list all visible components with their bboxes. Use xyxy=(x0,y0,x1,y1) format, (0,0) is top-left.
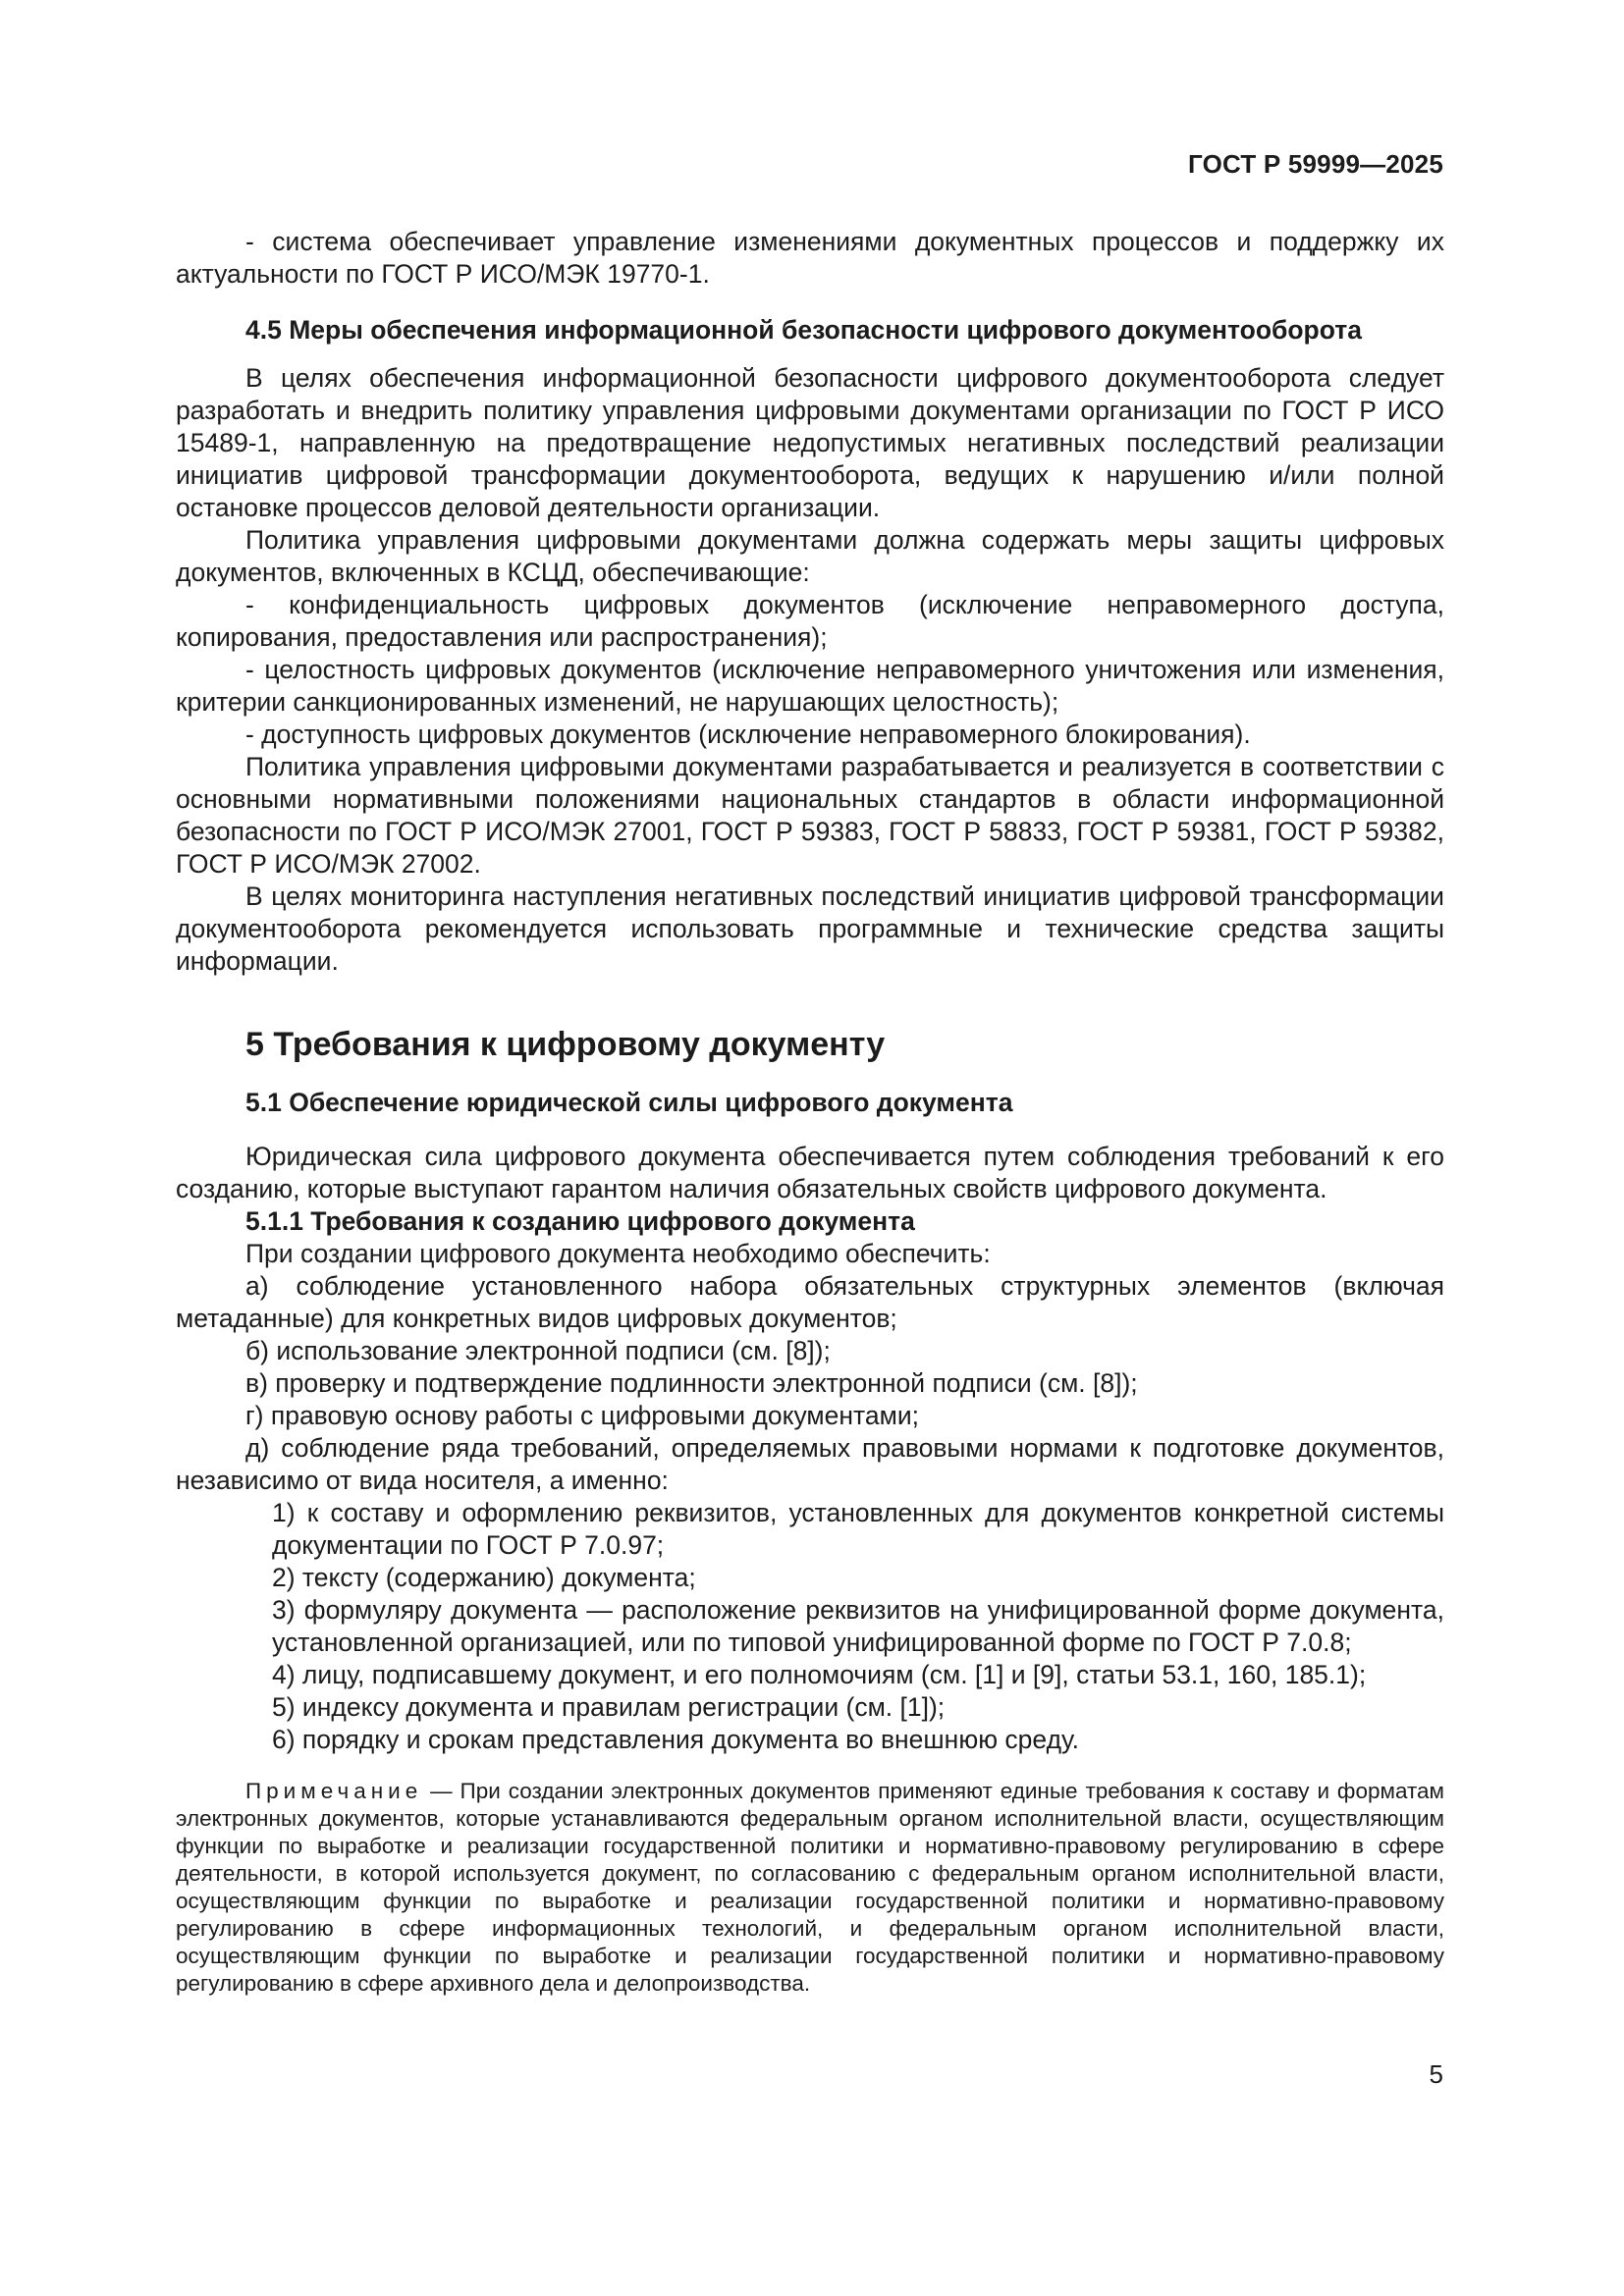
note-text: — При создании электронных документов применяют единые требования к составу и форматам электронных документов, которые устанавливаются федеральным органом исполнительной власти, осуществляющим функции по выработке и реализации государственной политики и нормативно-правовому регулированию в сфере деятельности, в которой используется документ, по согласованию с федеральным органом исполнительной власти, осуществляющим функции по выработке и реализации государственной политики и нормативно-правовому регулированию в сфере информационных технологий, и федеральным органом исполнительной власти, осуществляющим функции по выработке и реализации государственной политики и нормативно-правовому регулированию в сфере архивного дела и делопроизводства. xyxy=(176,1779,1444,1996)
list-item-a: а) соблюдение установленного набора обязательных структурных элементов (включая метаданные) для конкретных видов цифровых документов; xyxy=(176,1271,1444,1333)
section-4-5-paragraph-2: Политика управления цифровыми документами должна содержать меры защиты цифровых документов, включенных в КСЦД, обеспечивающие: xyxy=(176,525,1444,587)
list-item-availability: - доступность цифровых документов (исключение неправомерного блокирования). xyxy=(245,720,1251,749)
sublist-item-2: 2) тексту (содержанию) документа; xyxy=(272,1563,696,1592)
section-5-1-1-heading: 5.1.1 Требования к созданию цифрового документа xyxy=(245,1206,915,1236)
list-item-b: б) использование электронной подписи (см. [8]); xyxy=(245,1336,831,1365)
section-5-heading: 5 Требования к цифровому документу xyxy=(245,1026,886,1063)
sublist-item-1: 1) к составу и оформлению реквизитов, установленных для документов конкретной системы документации по ГОСТ Р 7.0.97; xyxy=(272,1498,1444,1560)
intro-paragraph: - система обеспечивает управление изменениями документных процессов и поддержку их актуальности по ГОСТ Р ИСО/МЭК 19770-1. xyxy=(176,227,1444,289)
sublist-item-6: 6) порядку и срокам представления документа во внешнюю среду. xyxy=(272,1725,1079,1754)
list-item-integrity: - целостность цифровых документов (исключение неправомерного уничтожения или изменения, критерии санкционированных изменений, не нарушающих целостность); xyxy=(176,655,1444,717)
list-item-v: в) проверку и подтверждение подлинности электронной подписи (см. [8]); xyxy=(245,1368,1138,1398)
sublist-item-3: 3) формуляру документа — расположение реквизитов на унифицированной форме документа, установленной организацией, или по типовой унифицированной форме по ГОСТ Р 7.0.8; xyxy=(272,1595,1444,1657)
sublist-item-5: 5) индексу документа и правилам регистрации (см. [1]); xyxy=(272,1692,946,1722)
list-item-d: д) соблюдение ряда требований, определяемых правовыми нормами к подготовке документов, независимо от вида носителя, а именно: xyxy=(176,1433,1444,1495)
note-paragraph xyxy=(176,1778,1444,1998)
document-header-id: ГОСТ Р 59999—2025 xyxy=(1188,149,1443,179)
section-4-5-paragraph-1: В целях обеспечения информационной безопасности цифрового документооборота следует разработать и внедрить политику управления цифровыми документами организации по ГОСТ Р ИСО 15489-1, направленную на предотвращение недопустимых негативных последствий реализации инициатив цифровой трансформации документооборота, ведущих к нарушению и/или полной остановке процессов деловой деятельности организации. xyxy=(176,363,1444,522)
list-item-g: г) правовую основу работы с цифровыми документами; xyxy=(245,1401,919,1430)
section-4-5-paragraph-4: В целях мониторинга наступления негативных последствий инициатив цифровой трансформации документооборота рекомендуется использовать программные и технические средства защиты информации. xyxy=(176,881,1444,976)
section-4-5-heading: 4.5 Меры обеспечения информационной безопасности цифрового документооборота xyxy=(245,315,1362,345)
sublist-item-4: 4) лицу, подписавшему документ, и его полномочиям (см. [1] и [9], статьи 53.1, 160, 185.1); xyxy=(272,1660,1367,1689)
section-4-5-paragraph-3: Политика управления цифровыми документами разрабатывается и реализуется в соответствии с основными нормативными положениями национальных стандартов в области информационной безопасности по ГОСТ Р ИСО/МЭК 27001, ГОСТ Р 59383, ГОСТ Р 58833, ГОСТ Р 59381, ГОСТ Р 59382, ГОСТ Р ИСО/МЭК 27002. xyxy=(176,752,1444,879)
page-content xyxy=(176,226,1444,1998)
note-label: Примечание xyxy=(245,1779,423,1803)
section-5-1-paragraph: Юридическая сила цифрового документа обеспечивается путем соблюдения требований к его созданию, которые выступают гарантом наличия обязательных свойств цифрового документа. xyxy=(176,1142,1444,1203)
section-5-1-1-intro: При создании цифрового документа необходимо обеспечить: xyxy=(245,1239,991,1268)
section-5-1-heading: 5.1 Обеспечение юридической силы цифрового документа xyxy=(245,1088,1013,1117)
list-item-confidentiality: - конфиденциальность цифровых документов (исключение неправомерного доступа, копирования, предоставления или распространения); xyxy=(176,590,1444,652)
page-number: 5 xyxy=(1429,2059,1443,2089)
